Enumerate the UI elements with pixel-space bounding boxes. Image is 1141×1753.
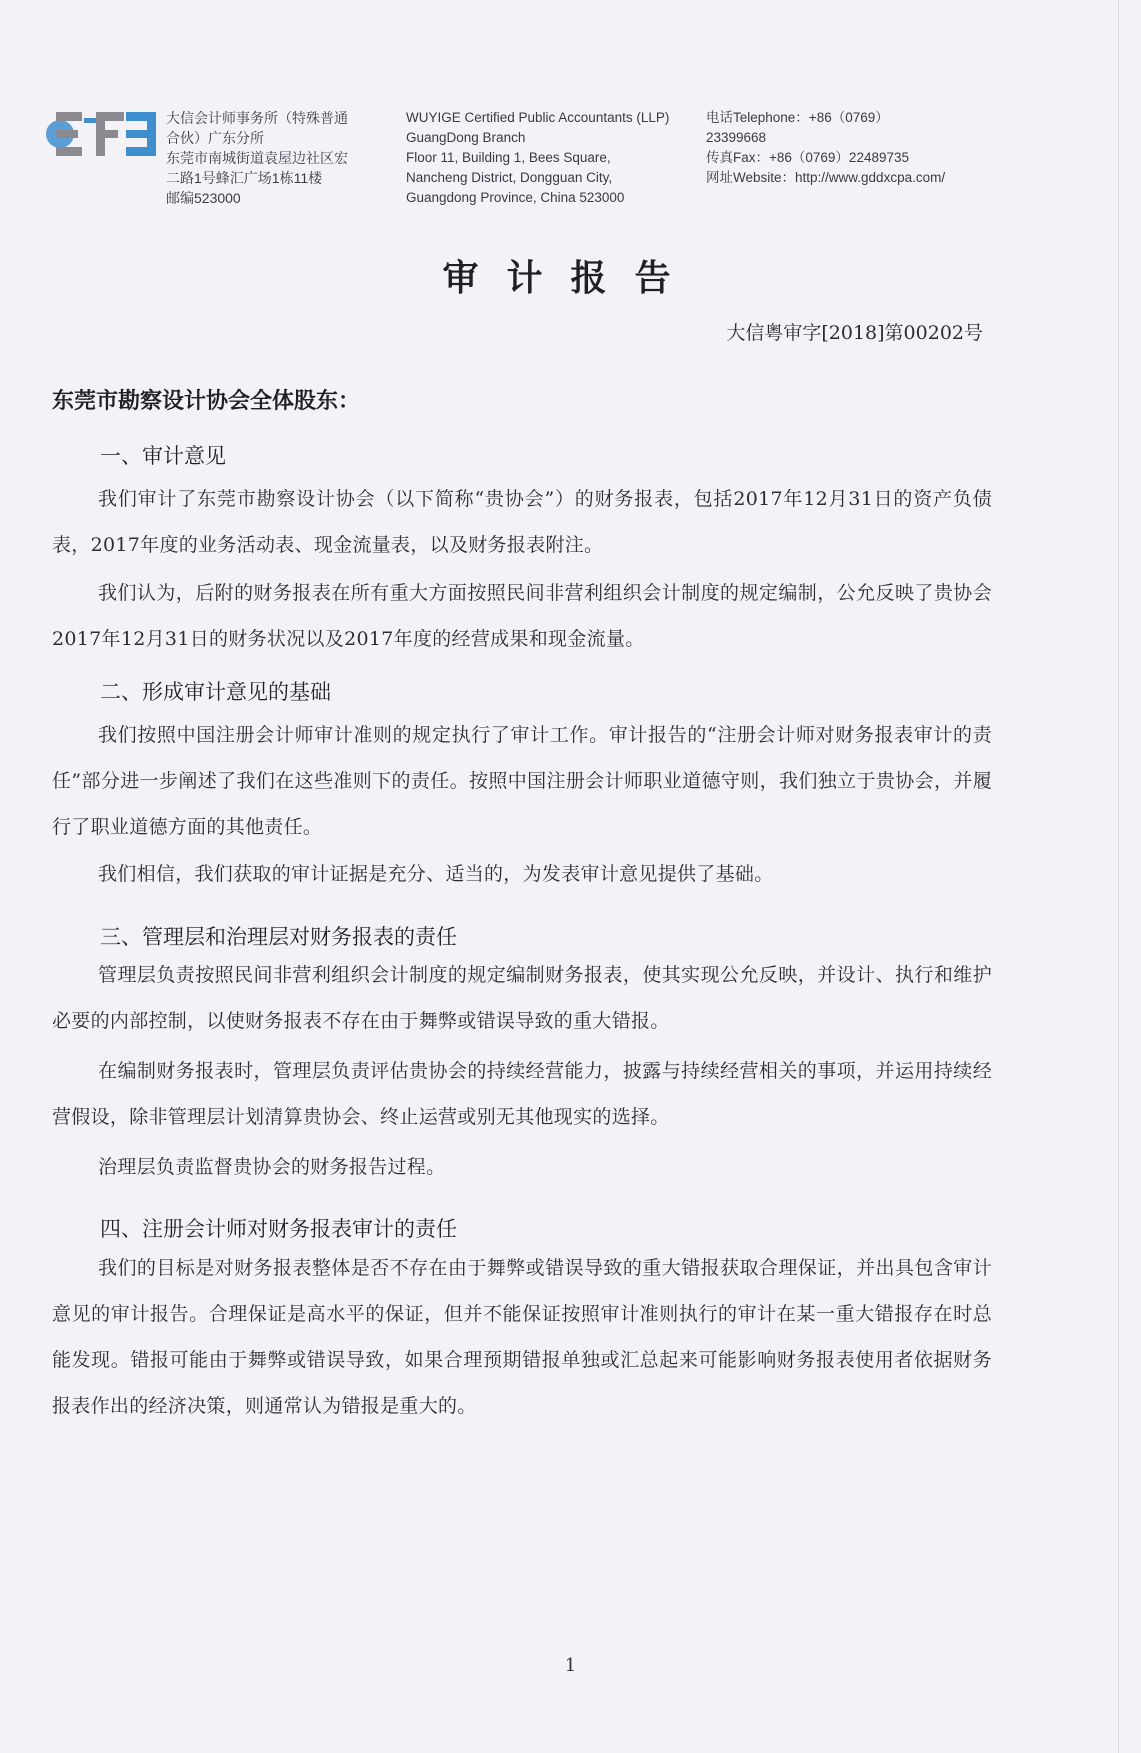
paragraph: 我们按照中国注册会计师审计准则的规定执行了审计工作。审计报告的“注册会计师对财务报表审计的责任”部分进一步阐述了我们在这些准则下的责任。按照中国注册会计师职业道德守则，我们独立于贵协会，并履行了职业道德方面的其他责任。 <box>52 724 992 838</box>
reference-number: 大信粤审字[2018]第00202号 <box>726 322 983 344</box>
paragraph: 在编制财务报表时，管理层负责评估贵协会的持续经营能力，披露与持续经营相关的事项，并运用持续经营假设，除非管理层计划清算贵协会、终止运营或别无其他现实的选择。 <box>52 1060 992 1128</box>
telephone: 电话Telephone：+86（0769） <box>706 110 889 125</box>
addressee: 东莞市勘察设计协会全体股东： <box>52 388 361 414</box>
firm-contact-info <box>706 108 1046 188</box>
report-title: 审计报告 <box>442 258 699 299</box>
paragraph: 我们认为，后附的财务报表在所有重大方面按照民间非营利组织会计制度的规定编制，公允反映了贵协会2017年12月31日的财务状况以及2017年度的经营成果和现金流量。 <box>52 582 992 650</box>
cpa-logo-icon <box>46 104 161 164</box>
firm-english-info <box>406 108 670 208</box>
website: 网址Website：http://www.gddxcpa.com/ <box>706 170 946 185</box>
paragraph: 我们相信，我们获取的审计证据是充分、适当的，为发表审计意见提供了基础。 <box>98 863 774 885</box>
telephone-number: 23399668 <box>706 130 767 145</box>
firm-chinese-info <box>166 108 391 208</box>
firm-en-line: GuangDong Branch <box>406 130 526 145</box>
paragraph: 我们的目标是对财务报表整体是否不存在由于舞弊或错误导致的重大错报获取合理保证，并出具包含审计意见的审计报告。合理保证是高水平的保证，但并不能保证按照审计准则执行的审计在某一重大错报存在时总能发现。错报可能由于舞弊或错误导致，如果合理预期错报单独或汇总起来可能影响财务报表使用者依据财务报表作出的经济决策，则通常认为错报是重大的。 <box>52 1257 992 1417</box>
paragraph: 我们审计了东莞市勘察设计协会（以下简称“贵协会”）的财务报表，包括2017年12月31日的资产负债表，2017年度的业务活动表、现金流量表，以及财务报表附注。 <box>52 488 992 556</box>
firm-cn-line: 合伙）广东分所 <box>166 130 264 146</box>
page-number: 1 <box>564 1655 577 1676</box>
firm-cn-line: 东莞市南城街道袁屋边社区宏 <box>166 150 348 166</box>
firm-cn-line: 大信会计师事务所（特殊普通 <box>166 110 348 126</box>
section-heading: 三、管理层和治理层对财务报表的责任 <box>100 925 457 949</box>
section-heading: 二、形成审计意见的基础 <box>100 680 331 704</box>
firm-en-line: Guangdong Province, China 523000 <box>406 190 625 205</box>
section-heading: 一、审计意见 <box>100 444 226 468</box>
letterhead <box>46 100 1066 220</box>
paragraph: 管理层负责按照民间非营利组织会计制度的规定编制财务报表，使其实现公允反映，并设计、执行和维护必要的内部控制，以使财务报表不存在由于舞弊或错误导致的重大错报。 <box>52 964 992 1032</box>
firm-cn-line: 邮编523000 <box>166 190 241 206</box>
section-heading: 四、注册会计师对财务报表审计的责任 <box>100 1217 457 1241</box>
firm-en-line: WUYIGE Certified Public Accountants (LLP) <box>406 110 670 125</box>
firm-en-line: Nancheng District, Dongguan City, <box>406 170 613 185</box>
paragraph: 治理层负责监督贵协会的财务报告过程。 <box>98 1156 446 1178</box>
firm-cn-line: 二路1号蜂汇广场1栋11楼 <box>166 170 323 186</box>
firm-en-line: Floor 11, Building 1, Bees Square, <box>406 150 611 165</box>
fax: 传真Fax：+86（0769）22489735 <box>706 150 910 165</box>
